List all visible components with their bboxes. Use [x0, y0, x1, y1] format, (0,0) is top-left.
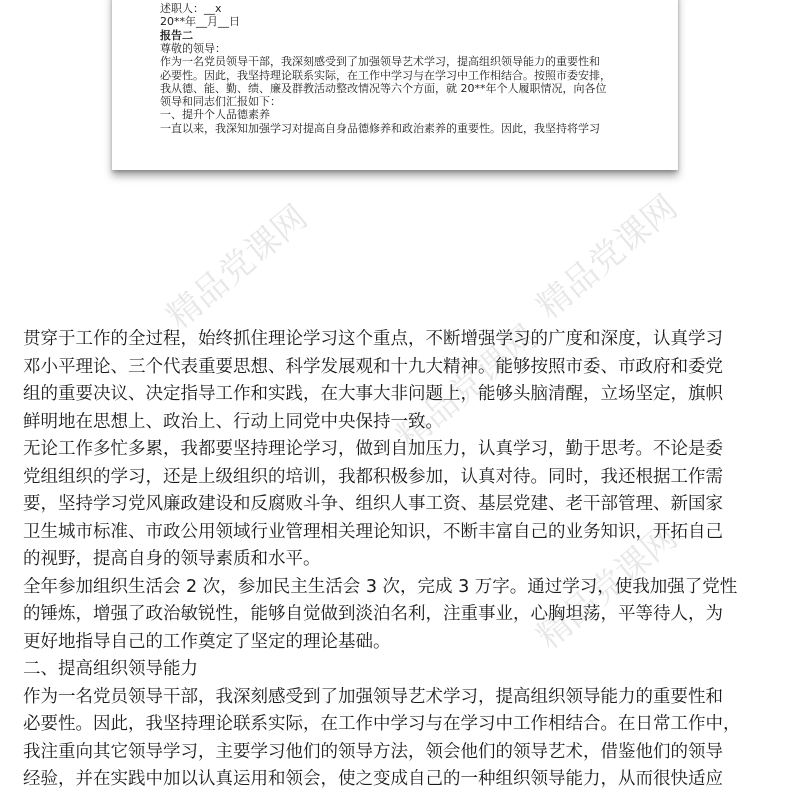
paragraph-line: 卫生城市标准、市政公用领域行业管理相关理论知识，不断丰富自己的业务知识，开拓自己 [23, 521, 723, 542]
preview-line: 我从德、能、勤、绩、廉及群教活动整改情况等六个方面，就 20**年个人履职情况，向各位 [160, 81, 607, 95]
document-preview-card [112, 0, 678, 170]
preview-line: 述职人：__x [160, 2, 222, 15]
paragraph-line: 我注重向其它领导学习，主要学习他们的领导方法，领会他们的领导艺术，借鉴他们的领导 [23, 741, 723, 762]
paragraph-line: 无论工作多忙多累，我都要坚持理论学习，做到自加压力，认真学习，勤于思考。不论是委 [23, 439, 723, 459]
paragraph-line: 贯穿于工作的全过程，始终抓住理论学习这个重点，不断增强学习的广度和深度，认真学习 [23, 329, 723, 349]
paragraph-line: 的锤炼，增强了政治敏锐性，能够自觉做到淡泊名利，注重事业，心胸坦荡，平等待人，为 [23, 604, 723, 624]
watermark-text: 精品党课网 [159, 197, 316, 338]
preview-line: 领导和同志们汇报如下： [160, 95, 281, 109]
document-body [23, 326, 783, 794]
paragraph-line: 鲜明地在思想上、政治上、行动上同党中央保持一致。 [23, 411, 443, 432]
paragraph-line: 全年参加组织生活会 2 次，参加民主生活会 3 次，完成 3 万字。通过学习，使我加强了党性 [23, 576, 738, 597]
paragraph-line: 的视野，提高自身的领导素质和水平。 [23, 549, 321, 569]
paragraph-line: 二、提高组织领导能力 [23, 659, 198, 679]
paragraph-line: 经验，并在实践中加以认真运用和领会，使之变成自己的一种组织领导能力，从而很快适应 [23, 769, 723, 789]
paragraph-line: 必要性。因此，我坚持理论联系实际，在工作中学习与在学习中工作相结合。在日常工作中， [23, 714, 741, 734]
preview-line: 作为一名党员领导干部，我深刻感受到了加强领导艺术学习，提高组织领导能力的重要性和 [160, 55, 600, 69]
watermark-text: 精品党课网 [529, 517, 686, 658]
paragraph-line: 党组组织的学习，还是上级组织的培训，我都积极参加，认真对待。同时，我还根据工作需 [23, 466, 723, 487]
preview-line: 一、提升个人品德素养 [160, 108, 270, 122]
watermark-text: 精品党课网 [389, 317, 546, 458]
preview-line: 一直以来，我深知加强学习对提高自身品德修养和政治素养的重要性。因此，我坚持将学习 [160, 121, 600, 135]
watermark-text: 精品党课网 [529, 187, 686, 328]
paragraph-line: 组的重要决议、决定指导工作和实践，在大事大非问题上，能够头脑清醒，立场坚定，旗帜 [23, 384, 723, 404]
preview-line: 20**年__月__日 [160, 15, 240, 29]
preview-line: 必要性。因此，我坚持理论联系实际，在工作中学习与在学习中工作相结合。按照市委安排， [160, 68, 611, 82]
preview-line: 尊敬的领导： [160, 41, 226, 55]
paragraph-line: 作为一名党员领导干部，我深刻感受到了加强领导艺术学习，提高组织领导能力的重要性和 [23, 686, 723, 707]
preview-line: 报告二 [160, 28, 193, 42]
paragraph-line: 邓小平理论、三个代表重要思想、科学发展观和十九大精神。能够按照市委、市政府和委党 [23, 356, 723, 377]
paragraph-line: 要，坚持学习党风廉政建设和反腐败斗争、组织人事工资、基层党建、老干部管理、新国家 [23, 494, 723, 514]
paragraph-line: 更好地指导自己的工作奠定了坚定的理论基础。 [23, 631, 391, 652]
